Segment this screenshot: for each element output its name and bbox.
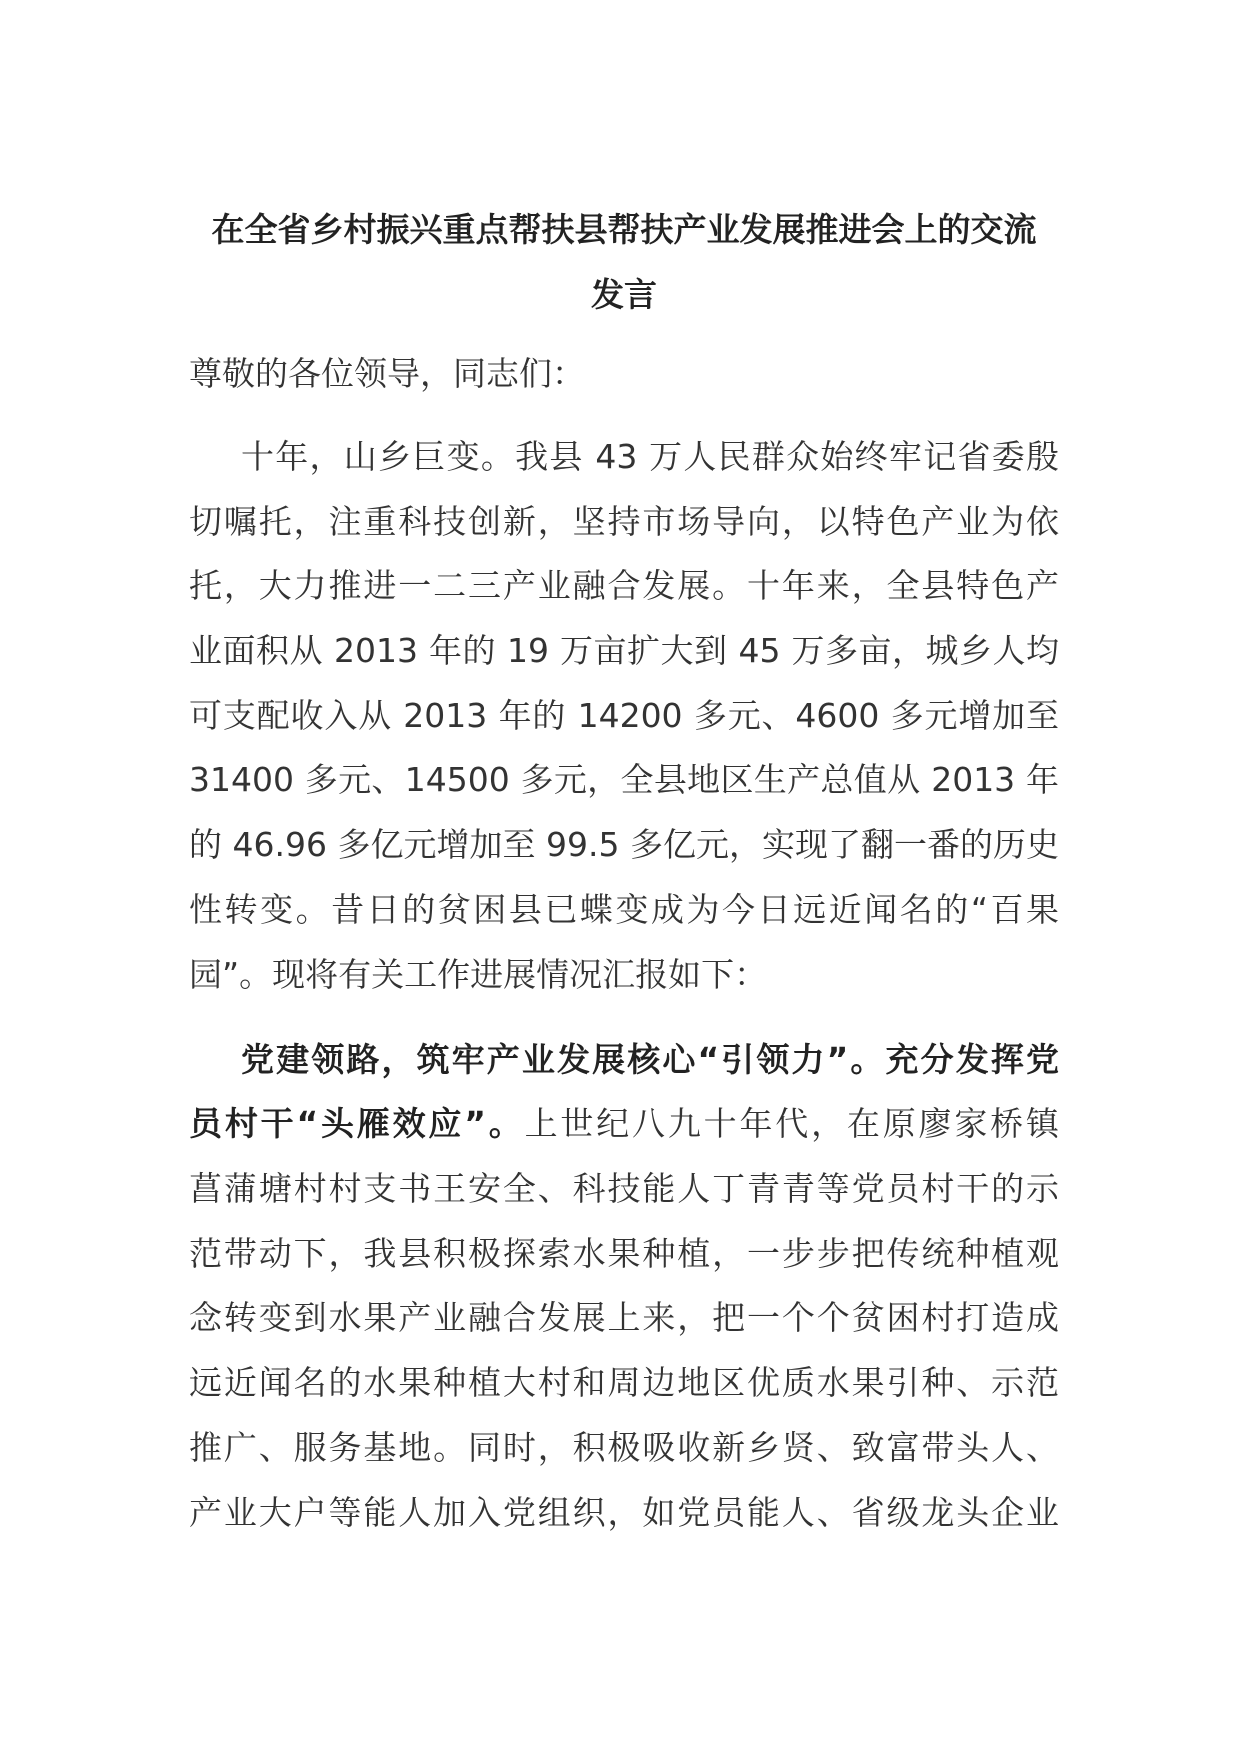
- paragraph-line: 产业大户等能人加入党组织，如党员能人、省级龙头企业: [189, 1493, 1059, 1532]
- section-heading: 党建领路，筑牢产业发展核心“引领力”。充分发挥党: [241, 1040, 1059, 1079]
- paragraph-line: 范带动下，我县积极探索水果种植，一步步把传统种植观: [189, 1234, 1059, 1273]
- paragraph-text: 上世纪八九十年代，在原廖家桥镇: [524, 1104, 1060, 1143]
- paragraph-line: 推广、服务基地。同时，积极吸收新乡贤、致富带头人、: [189, 1428, 1059, 1467]
- document-title-line-1: 在全省乡村振兴重点帮扶县帮扶产业发展推进会上的交流: [211, 210, 1037, 249]
- salutation: 尊敬的各位领导，同志们：: [189, 354, 585, 393]
- paragraph-line: 菖蒲塘村村支书王安全、科技能人丁青青等党员村干的示: [189, 1169, 1059, 1208]
- paragraph-line: 业面积从 2013 年的 19 万亩扩大到 45 万多亩，城乡人均: [189, 631, 1059, 670]
- paragraph-line: 念转变到水果产业融合发展上来，把一个个贫困村打造成: [189, 1298, 1059, 1337]
- section-subheading: 员村干“头雁效应”。: [189, 1104, 525, 1143]
- paragraph-line: 的 46.96 多亿元增加至 99.5 多亿元，实现了翻一番的历史: [189, 825, 1059, 864]
- paragraph-line: 十年，山乡巨变。我县 43 万人民群众始终牢记省委殷: [241, 437, 1059, 476]
- paragraph-line: 远近闻名的水果种植大村和周边地区优质水果引种、示范: [189, 1363, 1059, 1402]
- paragraph-line: [189, 1100, 1059, 1148]
- paragraph-line: 性转变。昔日的贫困县已蝶变成为今日远近闻名的“百果: [189, 890, 1059, 929]
- document-title-line-2: 发言: [591, 275, 657, 314]
- paragraph-line: 托，大力推进一二三产业融合发展。十年来，全县特色产: [189, 566, 1059, 605]
- paragraph-line: 园”。现将有关工作进展情况汇报如下：: [189, 955, 768, 994]
- paragraph-line: 31400 多元、14500 多元，全县地区生产总值从 2013 年: [189, 760, 1059, 799]
- paragraph-line: 可支配收入从 2013 年的 14200 多元、4600 多元增加至: [189, 696, 1059, 735]
- paragraph-line: 切嘱托，注重科技创新，坚持市场导向，以特色产业为依: [189, 502, 1059, 541]
